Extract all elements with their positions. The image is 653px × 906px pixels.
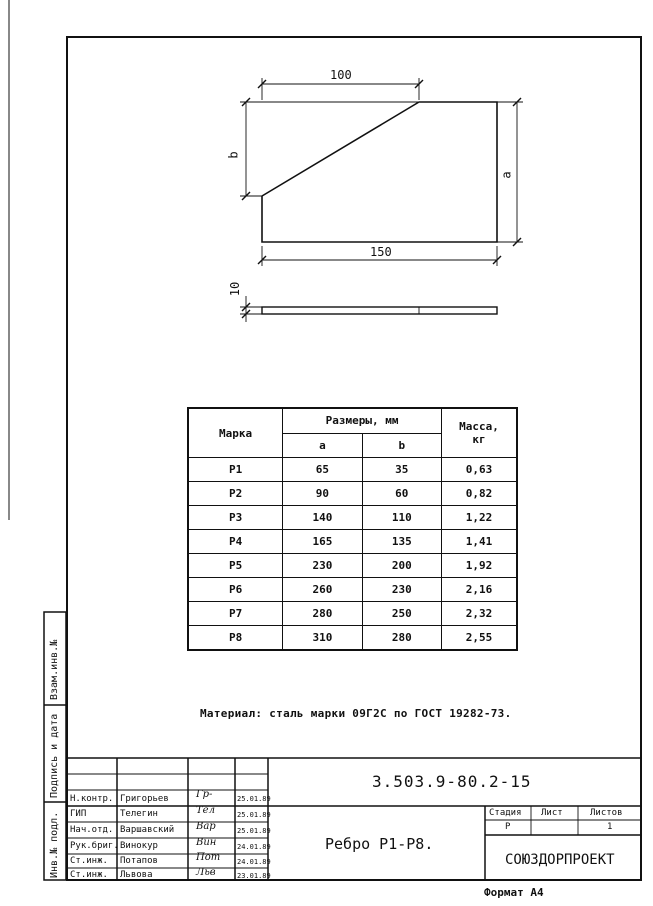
cell-a: 280 bbox=[283, 602, 362, 626]
cell-mass: 2,32 bbox=[442, 602, 518, 626]
cell-mark: Р5 bbox=[188, 554, 283, 578]
person-name: Телегин bbox=[120, 809, 158, 819]
cell-mass: 0,82 bbox=[442, 482, 518, 506]
person-date: 25.01.89 bbox=[237, 811, 271, 819]
header-b: b bbox=[362, 433, 441, 458]
person-name: Григорьев bbox=[120, 794, 169, 804]
header-sizes: Размеры, мм bbox=[283, 408, 442, 433]
cell-mass: 2,16 bbox=[442, 578, 518, 602]
cell-b: 35 bbox=[362, 458, 441, 482]
person-role: Н.контр. bbox=[70, 794, 114, 804]
cell-a: 260 bbox=[283, 578, 362, 602]
person-date: 23.01.89 bbox=[237, 872, 271, 880]
signature-icon: Гр- bbox=[196, 789, 213, 800]
dim-label-a: a bbox=[499, 171, 514, 179]
person-date: 25.01.89 bbox=[237, 827, 271, 835]
person-name: Потапов bbox=[120, 856, 158, 866]
dim-label-thickness: 10 bbox=[228, 281, 243, 297]
cell-a: 230 bbox=[283, 554, 362, 578]
person-role: ГИП bbox=[70, 809, 87, 819]
cell-mass: 1,92 bbox=[442, 554, 518, 578]
cell-mark: Р3 bbox=[188, 506, 283, 530]
organization: СОЮЗДОРПРОЕКТ bbox=[505, 852, 615, 868]
sheet-label: Лист bbox=[541, 808, 563, 818]
header-a: a bbox=[283, 433, 362, 458]
cell-a: 310 bbox=[283, 626, 362, 651]
stage-label: Стадия bbox=[489, 808, 522, 818]
cell-a: 140 bbox=[283, 506, 362, 530]
cell-b: 60 bbox=[362, 482, 441, 506]
cell-mass: 1,41 bbox=[442, 530, 518, 554]
cell-a: 165 bbox=[283, 530, 362, 554]
header-mass-unit: кг bbox=[472, 433, 486, 446]
cell-b: 135 bbox=[362, 530, 441, 554]
drawing-title: Ребро Р1-Р8. bbox=[325, 835, 434, 853]
sheets-label: Листов bbox=[590, 808, 623, 818]
signature-icon: Вин bbox=[196, 837, 217, 848]
format-label: Формат А4 bbox=[484, 886, 544, 899]
side-label-sign-date: Подпись и дата bbox=[49, 713, 60, 798]
cell-mark: Р2 bbox=[188, 482, 283, 506]
person-role: Нач.отд. bbox=[70, 825, 114, 835]
cell-mark: Р7 bbox=[188, 602, 283, 626]
person-date: 24.01.89 bbox=[237, 843, 271, 851]
person-role: Рук.бриг. bbox=[70, 841, 119, 851]
person-name: Варшавский bbox=[120, 825, 175, 835]
cell-mark: Р6 bbox=[188, 578, 283, 602]
signature-icon: Вар bbox=[196, 821, 216, 832]
dim-label-b: b bbox=[226, 151, 241, 159]
cell-mass: 1,22 bbox=[442, 506, 518, 530]
cell-a: 90 bbox=[283, 482, 362, 506]
person-name: Винокур bbox=[120, 841, 158, 851]
signature-icon: Тел bbox=[196, 805, 215, 816]
cell-mass: 0,63 bbox=[442, 458, 518, 482]
stage-value: Р bbox=[505, 822, 511, 832]
cell-b: 250 bbox=[362, 602, 441, 626]
material-note: Материал: сталь марки 09Г2С по ГОСТ 19282-73. bbox=[200, 707, 512, 720]
side-label-inv-orig: Инв.№ подл. bbox=[49, 811, 60, 878]
dim-label-bottom: 150 bbox=[370, 245, 392, 259]
cell-mark: Р8 bbox=[188, 626, 283, 651]
cell-mass: 2,55 bbox=[442, 626, 518, 651]
cell-b: 110 bbox=[362, 506, 441, 530]
cell-b: 200 bbox=[362, 554, 441, 578]
header-mass-label: Масса, bbox=[459, 420, 499, 433]
cell-mark: Р4 bbox=[188, 530, 283, 554]
cell-b: 280 bbox=[362, 626, 441, 651]
person-date: 25.01.89 bbox=[237, 795, 271, 803]
cell-mark: Р1 bbox=[188, 458, 283, 482]
cell-a: 65 bbox=[283, 458, 362, 482]
signature-icon: Льв bbox=[196, 867, 216, 878]
signature-icon: Пот bbox=[196, 852, 221, 863]
person-role: Ст.инж. bbox=[70, 856, 108, 866]
person-name: Львова bbox=[120, 870, 153, 880]
sheets-value: 1 bbox=[607, 822, 613, 832]
dim-label-top: 100 bbox=[330, 68, 352, 82]
person-role: Ст.инж. bbox=[70, 870, 108, 880]
side-label-inv-repl: Взам.инв.№ bbox=[49, 639, 60, 700]
header-mark: Марка bbox=[188, 408, 283, 458]
cell-b: 230 bbox=[362, 578, 441, 602]
person-date: 24.01.89 bbox=[237, 858, 271, 866]
doc-code: 3.503.9-80.2-15 bbox=[372, 772, 532, 791]
